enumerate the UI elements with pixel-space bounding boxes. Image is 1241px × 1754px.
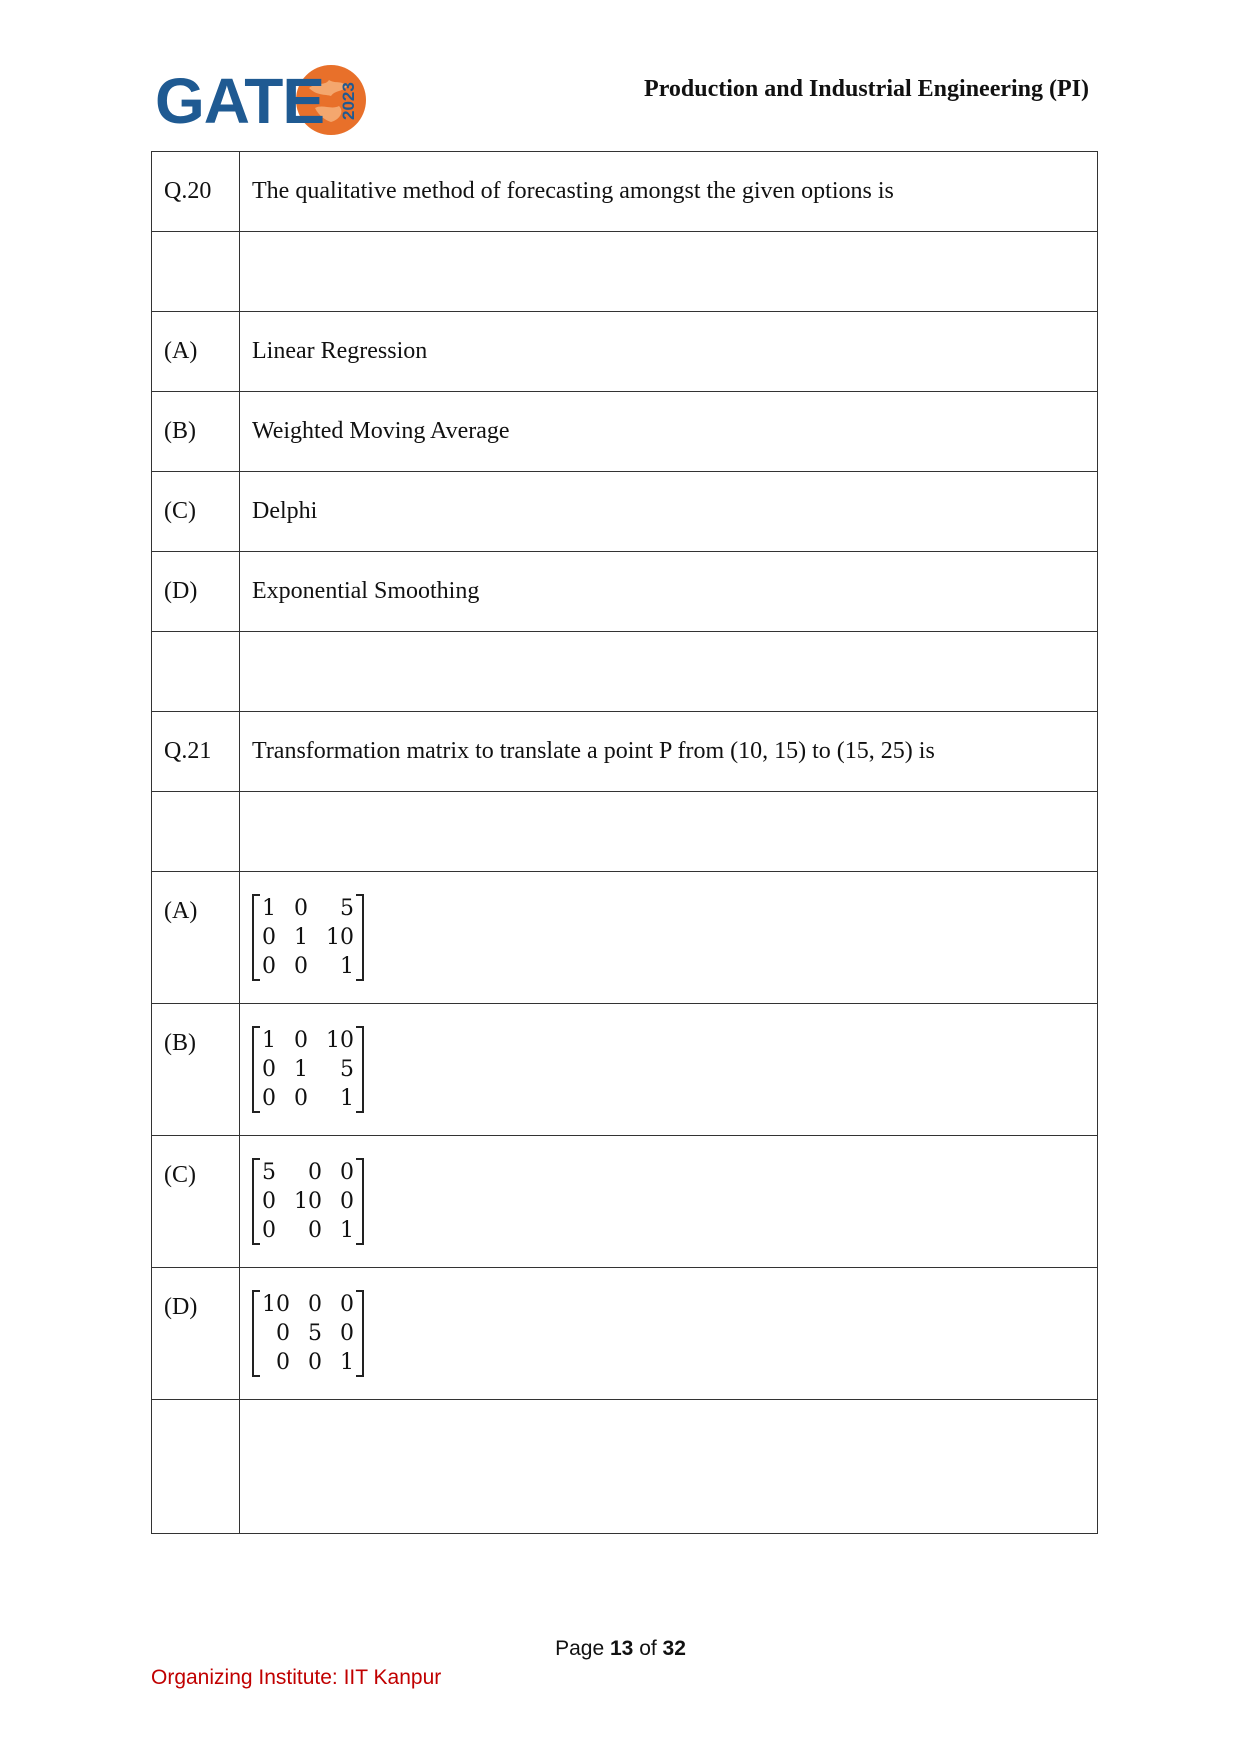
matrix-grid <box>260 1026 356 1113</box>
page-number <box>0 1637 1241 1661</box>
empty-cell <box>152 632 240 712</box>
matrix <box>252 894 364 981</box>
spacer-row <box>152 792 1098 872</box>
option-row-d <box>152 552 1098 632</box>
matrix-cell: 0 <box>308 1292 322 1317</box>
matrix-cell: 0 <box>294 1028 308 1053</box>
question-row <box>152 712 1098 792</box>
matrix-cell: 5 <box>340 896 354 921</box>
option-row-d <box>152 1268 1098 1400</box>
matrix-cell: 0 <box>262 1086 276 1111</box>
matrix-cell: 1 <box>294 1057 308 1082</box>
matrix-cell: 0 <box>276 1350 290 1375</box>
option-label: (A) <box>152 872 240 1004</box>
question-number: Q.21 <box>152 712 240 792</box>
right-bracket <box>356 1290 364 1377</box>
matrix-cell: 0 <box>294 1086 308 1111</box>
matrix-grid <box>260 1158 356 1245</box>
matrix-cell: 0 <box>262 925 276 950</box>
empty-cell <box>152 792 240 872</box>
spacer-row <box>152 632 1098 712</box>
empty-cell <box>240 1400 1098 1534</box>
option-text: Linear Regression <box>240 312 1098 392</box>
empty-cell <box>240 792 1098 872</box>
right-bracket <box>356 1026 364 1113</box>
option-row-c <box>152 1136 1098 1268</box>
matrix-cell: 5 <box>262 1160 276 1185</box>
empty-cell <box>152 1400 240 1534</box>
matrix-cell: 0 <box>340 1189 354 1214</box>
option-row-c <box>152 472 1098 552</box>
matrix-cell: 1 <box>340 1350 354 1375</box>
option-text: Delphi <box>240 472 1098 552</box>
page-current: 13 <box>609 1637 634 1660</box>
gate-2023-logo <box>155 60 365 142</box>
left-bracket <box>252 894 260 981</box>
matrix-cell: 0 <box>308 1160 322 1185</box>
logo-wordmark: GATE <box>155 65 325 137</box>
matrix <box>252 1290 364 1377</box>
option-text: Weighted Moving Average <box>240 392 1098 472</box>
matrix-cell: 10 <box>326 1028 354 1053</box>
spacer-row <box>152 232 1098 312</box>
option-row-a <box>152 312 1098 392</box>
question-text: Transformation matrix to translate a point P from (10, 15) to (15, 25) is <box>240 712 1098 792</box>
matrix-cell: 0 <box>308 1350 322 1375</box>
left-bracket <box>252 1290 260 1377</box>
question-table <box>151 151 1098 1534</box>
page-title: Production and Industrial Engineering (PI) <box>644 76 1089 102</box>
option-label: (B) <box>152 392 240 472</box>
empty-cell <box>240 232 1098 312</box>
matrix <box>252 1026 364 1113</box>
option-matrix-cell <box>240 1268 1098 1400</box>
option-matrix-cell <box>240 1136 1098 1268</box>
matrix-cell: 0 <box>262 1189 276 1214</box>
matrix-cell: 1 <box>340 1086 354 1111</box>
option-row-b <box>152 392 1098 472</box>
matrix-cell: 0 <box>294 896 308 921</box>
matrix-cell: 10 <box>326 925 354 950</box>
organizing-institute: Organizing Institute: IIT Kanpur <box>151 1666 442 1689</box>
matrix-cell: 0 <box>340 1160 354 1185</box>
left-bracket <box>252 1026 260 1113</box>
matrix-cell: 0 <box>340 1321 354 1346</box>
matrix-cell: 1 <box>294 925 308 950</box>
matrix-cell: 5 <box>308 1321 322 1346</box>
matrix-cell: 0 <box>262 1218 276 1243</box>
page-total: 32 <box>662 1637 686 1660</box>
page-of: of <box>639 1637 657 1660</box>
option-label: (D) <box>152 552 240 632</box>
matrix-cell: 0 <box>262 1057 276 1082</box>
matrix-cell: 10 <box>294 1189 322 1214</box>
question-row <box>152 152 1098 232</box>
matrix-cell: 0 <box>276 1321 290 1346</box>
option-label: (C) <box>152 1136 240 1268</box>
option-row-a <box>152 872 1098 1004</box>
empty-cell <box>152 232 240 312</box>
option-label: (B) <box>152 1004 240 1136</box>
matrix-cell: 5 <box>340 1057 354 1082</box>
matrix-cell: 1 <box>340 1218 354 1243</box>
question-text: The qualitative method of forecasting amongst the given options is <box>240 152 1098 232</box>
matrix-cell: 0 <box>262 954 276 979</box>
matrix-cell: 0 <box>308 1218 322 1243</box>
spacer-row <box>152 1400 1098 1534</box>
matrix-cell: 1 <box>340 954 354 979</box>
option-text: Exponential Smoothing <box>240 552 1098 632</box>
right-bracket <box>356 894 364 981</box>
option-label: (C) <box>152 472 240 552</box>
logo-year: 2023 <box>339 82 358 120</box>
option-matrix-cell <box>240 872 1098 1004</box>
option-label: (A) <box>152 312 240 392</box>
left-bracket <box>252 1158 260 1245</box>
right-bracket <box>356 1158 364 1245</box>
matrix-cell: 1 <box>262 896 276 921</box>
option-row-b <box>152 1004 1098 1136</box>
matrix-grid <box>260 894 356 981</box>
page-prefix: Page <box>555 1637 605 1660</box>
matrix <box>252 1158 364 1245</box>
matrix-cell: 0 <box>340 1292 354 1317</box>
matrix-cell: 0 <box>294 954 308 979</box>
empty-cell <box>240 632 1098 712</box>
option-label: (D) <box>152 1268 240 1400</box>
matrix-grid <box>260 1290 356 1377</box>
matrix-cell: 10 <box>262 1292 290 1317</box>
option-matrix-cell <box>240 1004 1098 1136</box>
matrix-cell: 1 <box>262 1028 276 1053</box>
question-number: Q.20 <box>152 152 240 232</box>
